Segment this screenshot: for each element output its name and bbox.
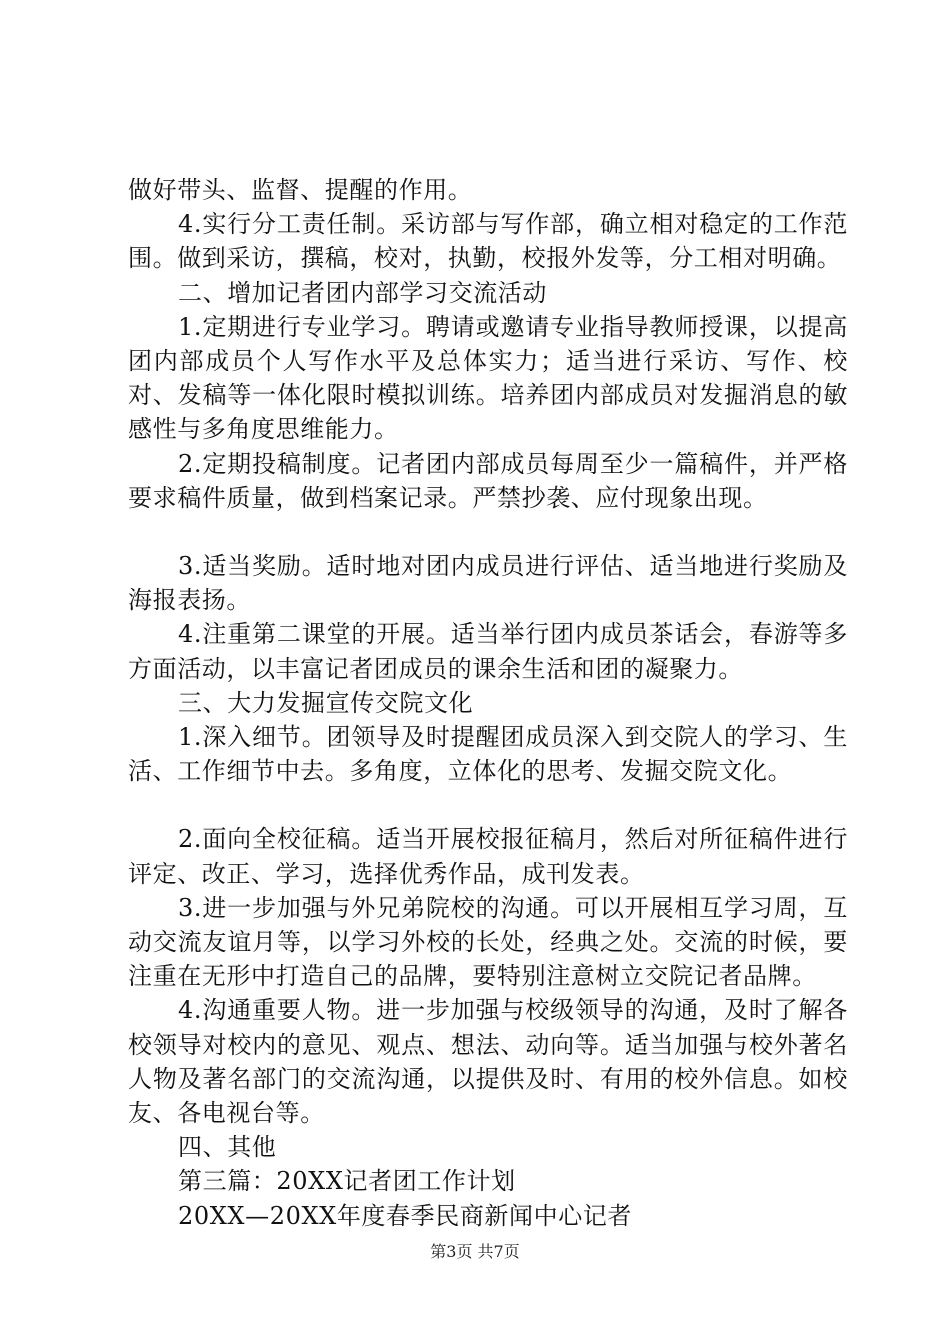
section-heading: 四、其他	[178, 1133, 277, 1162]
section-heading: 三、大力发掘宣传交院文化	[178, 688, 474, 717]
paragraph: 2.定期投稿制度。记者团内部成员每周至少一篇稿件，并严格要求稿件质量，做到档案记录。严禁抄袭、应付现象出现。	[128, 449, 848, 512]
paragraph: 1.深入细节。团领导及时提醒团成员深入到交院人的学习、生活、工作细节中去。多角度，立体化的思考、发掘交院文化。	[128, 723, 848, 786]
paragraph: 2.面向全校征稿。适当开展校报征稿月，然后对所征稿件进行评定、改正、学习，选择优秀作品，成刊发表。	[128, 825, 848, 888]
paragraph: 20XX—20XX年度春季民商新闻中心记者	[178, 1201, 633, 1230]
paragraph: 3.进一步加强与外兄弟院校的沟通。可以开展相互学习周，互动交流友谊月等，以学习外校的长处，经典之处。交流的时候，要注重在无形中打造自己的品牌，要特别注意树立交院记者品牌。	[128, 893, 848, 991]
page-number-footer: 第3页 共7页	[430, 1242, 520, 1261]
paragraph: 3.适当奖励。适时地对团内成员进行评估、适当地进行奖励及海报表扬。	[128, 552, 848, 615]
document-body	[128, 173, 848, 1233]
paragraph: 4.沟通重要人物。进一步加强与校级领导的沟通，及时了解各校领导对校内的意见、观点、想法、动向等。适当加强与校外著名人物及著名部门的交流沟通，以提供及时、有用的校外信息。如校友、各电视台等。	[128, 996, 848, 1128]
chapter-title: 第三篇：20XX记者团工作计划	[178, 1167, 516, 1196]
paragraph: 1.定期进行专业学习。聘请或邀请专业指导教师授课，以提高团内部成员个人写作水平及总体实力；适当进行采访、写作、校对、发稿等一体化限时模拟训练。培养团内部成员对发掘消息的敏感性与多角度思维能力。	[128, 312, 848, 444]
paragraph: 做好带头、监督、提醒的作用。	[128, 176, 473, 204]
paragraph: 4.注重第二课堂的开展。适当举行团内成员茶话会，春游等多方面活动，以丰富记者团成员的课余生活和团的凝聚力。	[128, 620, 848, 683]
section-heading: 二、增加记者团内部学习交流活动	[178, 278, 547, 307]
paragraph: 4.实行分工责任制。采访部与写作部，确立相对稳定的工作范围。做到采访，撰稿，校对，执勤，校报外发等，分工相对明确。	[128, 210, 848, 273]
